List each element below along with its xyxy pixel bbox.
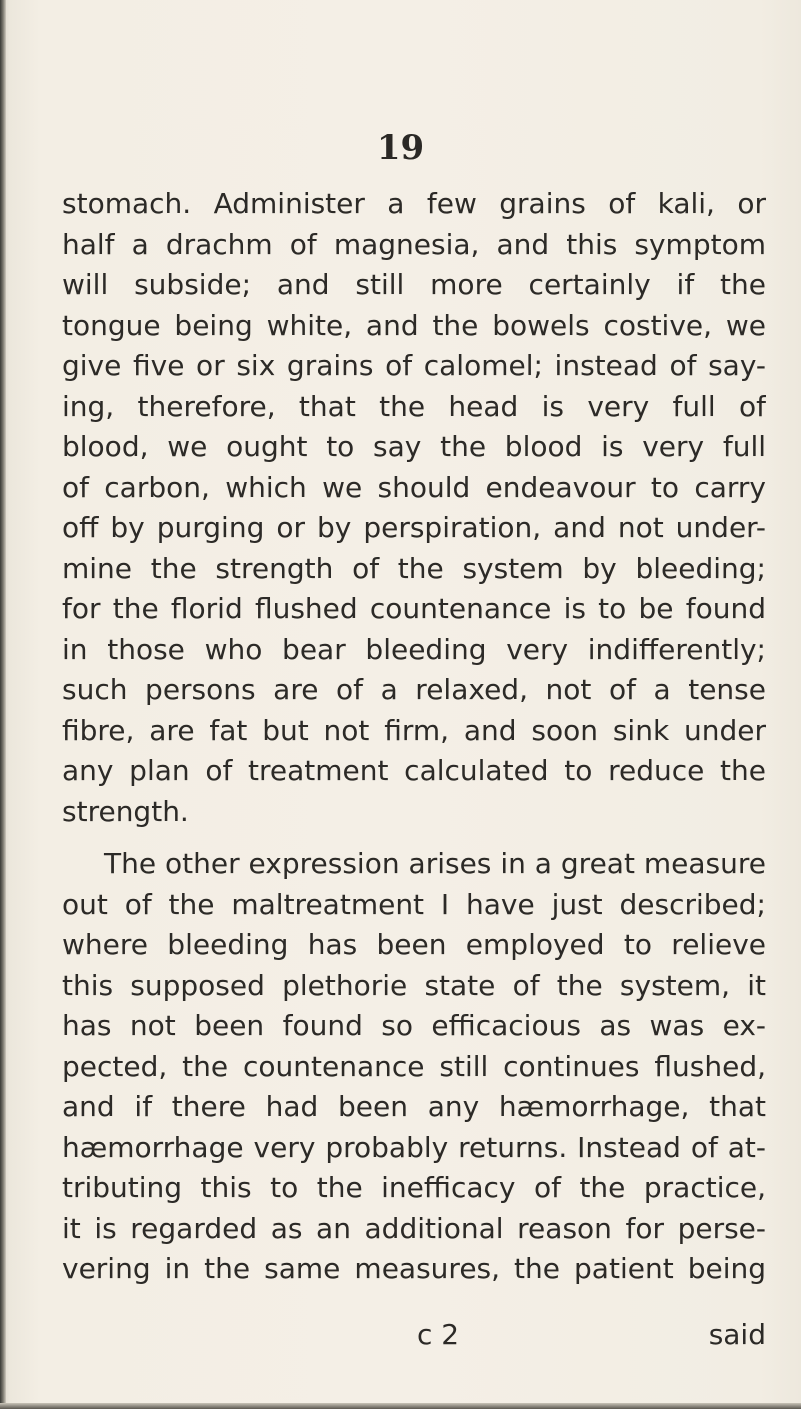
text-line: The other expression arises in a great measure	[104, 847, 766, 880]
text-line: has not been found so efficacious as was ex-	[62, 1009, 766, 1042]
text-line: in those who bear bleeding very indifferently;	[62, 632, 766, 666]
text-line: out of the maltreatment I have just described;	[62, 887, 766, 921]
text-line: pected, the countenance still continues flushed,	[62, 1049, 766, 1083]
text-line: and if there had been any hæmorrhage, that	[62, 1090, 766, 1123]
text-line: blood, we ought to say the blood is very full	[62, 430, 766, 463]
signature-mark: c 2	[417, 1318, 460, 1351]
paragraph-2	[62, 844, 766, 1290]
text-line: vering in the same measures, the patient being	[62, 1252, 766, 1285]
text-line: such persons are of a relaxed, not of a tense	[62, 673, 766, 706]
text-line: any plan of treatment calculated to reduce the	[62, 754, 766, 787]
text-line: half a drachm of magnesia, and this symptom	[62, 227, 766, 261]
text-line: give five or six grains of calomel; instead of say-	[62, 349, 766, 382]
text-line: strength.	[62, 794, 189, 828]
page-footer	[62, 1318, 766, 1358]
paragraph-1	[62, 184, 766, 832]
page-binding-edge	[0, 0, 6, 1409]
text-line: stomach. Administer a few grains of kali, or	[62, 187, 766, 220]
text-line: it is regarded as an additional reason for perse-	[62, 1211, 766, 1245]
text-line: this supposed plethorie state of the system, it	[62, 968, 766, 1002]
page-number: 19	[376, 128, 425, 168]
catchword: said	[708, 1318, 766, 1351]
text-line: tributing this to the inefficacy of the practice,	[62, 1171, 766, 1204]
text-line: for the florid flushed countenance is to be found	[62, 592, 766, 625]
page-bottom-edge	[0, 1403, 801, 1409]
text-line: of carbon, which we should endeavour to carry	[62, 470, 766, 504]
text-line: where bleeding has been employed to relieve	[62, 928, 766, 961]
text-line: mine the strength of the system by bleeding;	[62, 551, 766, 585]
text-line: hæmorrhage very probably returns. Instead of at-	[62, 1130, 766, 1164]
text-line: off by purging or by perspiration, and not under-	[62, 511, 766, 544]
text-line: ing, therefore, that the head is very full of	[62, 389, 766, 423]
text-line: will subside; and still more certainly if the	[62, 268, 766, 301]
text-line: tongue being white, and the bowels costive, we	[62, 308, 766, 342]
text-line: fibre, are fat but not firm, and soon sink under	[62, 713, 766, 747]
